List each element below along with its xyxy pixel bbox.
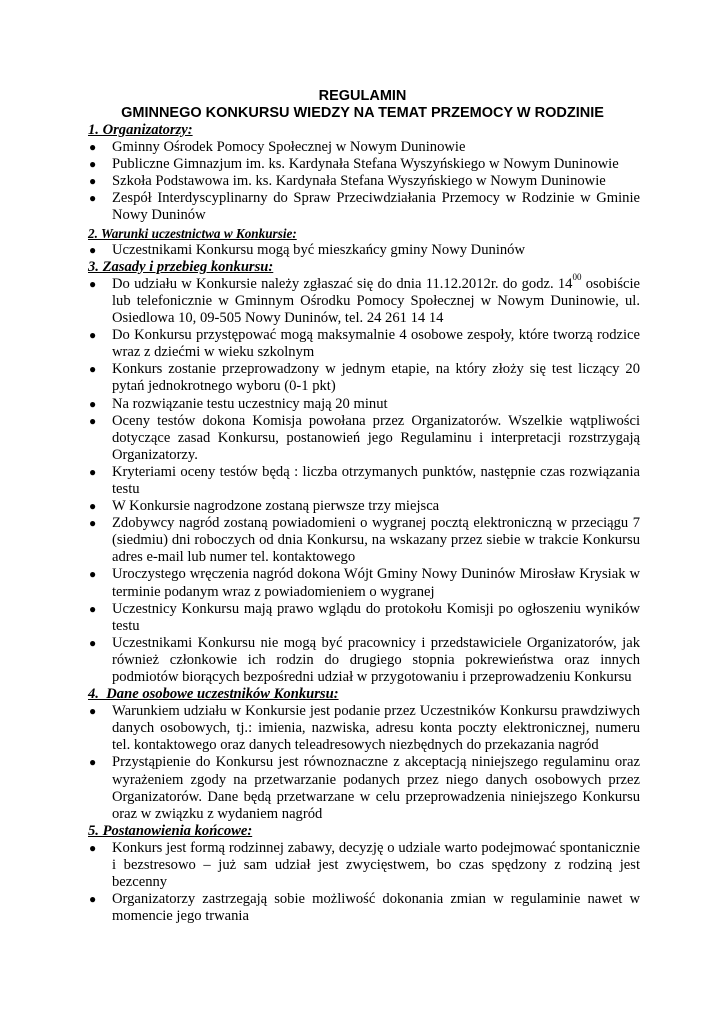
bullet-icon: ● <box>89 464 97 479</box>
list-item: ● W Konkursie nagrodzone zostaną pierwsze trzy miejsca <box>89 498 440 515</box>
organizers-list <box>88 139 640 224</box>
rules-list <box>88 271 641 686</box>
list-item <box>88 271 641 327</box>
list-item: ● Uczestnicy Konkursu mają prawo wglądu do protokołu Komisji po ogłoszeniu wyników testu <box>89 600 640 634</box>
section-heading-personal-data: 4. Dane osobowe uczestników Konkursu: <box>88 686 339 703</box>
bullet-icon: ● <box>89 516 97 531</box>
list-item: ● Szkoła Podstawowa im. ks. Kardynała Stefana Wyszyńskiego w Nowym Duninowie <box>89 173 606 190</box>
section-heading-organizers: 1. Organizatorzy: <box>88 122 193 138</box>
bullet-icon: ● <box>89 635 97 650</box>
section-heading-rules: 3. Zasady i przebieg konkursu: <box>88 258 274 275</box>
bullet-icon: ● <box>89 242 97 257</box>
list-item: ● Kryteriami oceny testów będą : liczba otrzymanych punktów, następnie czas rozwiązania testu <box>89 463 640 497</box>
list-item: ● Organizatorzy zastrzegają sobie możliwość dokonania zmian w regulaminie nawet w momencie jego trwania <box>89 891 640 925</box>
bullet-icon: ● <box>89 413 97 428</box>
bullet-icon: ● <box>89 157 97 172</box>
bullet-icon: ● <box>89 755 97 770</box>
list-item: ● Zespół Interdyscyplinarny do Spraw Przeciwdziałania Przemocy w Rodzinie w Gminie Nowy Duninów <box>89 190 640 224</box>
bullet-icon: ● <box>89 704 97 719</box>
bullet-icon: ● <box>89 362 97 377</box>
bullet-icon: ● <box>89 396 97 411</box>
bullet-icon: ● <box>89 174 97 189</box>
bullet-icon: ● <box>89 892 97 907</box>
document-body <box>88 122 640 925</box>
bullet-icon: ● <box>89 840 97 855</box>
document-title: REGULAMIN <box>318 88 407 104</box>
bullet-icon: ● <box>89 191 97 206</box>
list-item: ● Przystąpienie do Konkursu jest równoznaczne z akceptacją niniejszego regulaminu oraz wyrażeniem zgody na przetwarzanie podanych przez niego danych osobowych przez Organizatorów. Dane będą przetwarzane w celu przeprowadzenia niniejszego Konkursu oraz w związku z wydaniem nagród <box>89 754 640 822</box>
bullet-icon: ● <box>89 601 97 616</box>
personal-data-list <box>88 703 640 823</box>
deadline-text: Do udziału w Konkursie należy zgłaszać się do dnia 11.12.2012r. do godz. $14^{00}$ osobiście lub telefonicznie w Gminnym Ośrodku Pomocy Społecznej w Nowym Duninowie, ul. Osiedlowa 10, 09-505 Nowy Duninów, tel. 24 261 14 14 <box>112 271 641 327</box>
list-item: ● Publiczne Gimnazjum im. ks. Kardynała Stefana Wyszyńskiego w Nowym Duninowie <box>89 156 619 173</box>
section-heading-final-provisions: 5. Postanowienia końcowe: <box>88 822 253 839</box>
list-item: ● Gminny Ośrodek Pomocy Społecznej w Nowym Duninowie <box>89 139 466 156</box>
list-item: ● Do Konkursu przystępować mogą maksymalnie 4 osobowe zespoły, które tworzą rodzice wraz z dziećmi w wieku szkolnym <box>89 327 640 361</box>
list-item: ● Uczestnikami Konkursu mogą być mieszkańcy gminy Nowy Duninów <box>89 241 526 258</box>
bullet-icon: ● <box>89 276 97 291</box>
list-item: ● Warunkiem udziału w Konkursie jest podanie przez Uczestników Konkursu prawdziwych danych osobowych, tj.: imienia, nazwiska, adresu konta poczty elektronicznej, numeru tel. kontaktowego oraz danych teleadresowych niezbędnych do przekazania nagród <box>89 703 640 754</box>
list-item: ● Konkurs zostanie przeprowadzony w jednym etapie, na który złoży się test liczący 20 pytań jednokrotnego wyboru (0-1 pkt) <box>89 361 640 395</box>
list-item: ● Konkurs jest formą rodzinnej zabawy, decyzję o udziale warto podejmować spontanicznie i bezstresowo – już sam udział jest zwycięstwem, bo czas spędzony z rodziną jest bezcenny <box>89 839 640 891</box>
bullet-icon: ● <box>89 567 97 582</box>
list-item: ● Zdobywcy nagród zostaną powiadomieni o wygranej pocztą elektroniczną w przeciągu 7 (siedmiu) dni roboczych od dnia Konkursu, na wskazany przez siebie w trakcie Konkursu adres e-mail lub numer tel. kontaktowego <box>89 515 640 566</box>
bullet-icon: ● <box>89 140 97 155</box>
list-item: ● Uroczystego wręczenia nagród dokona Wójt Gminy Nowy Duninów Mirosław Krysiak w terminie podanym wraz z powiadomieniem o wygranej <box>89 566 640 600</box>
bullet-icon: ● <box>89 328 97 343</box>
list-item: ● Na rozwiązanie testu uczestnicy mają 20 minut <box>89 395 388 412</box>
list-item: ● Uczestnikami Konkursu nie mogą być pracownicy i przedstawiciele Organizatorów, jak również członkowie ich rodzin do drugiego stopnia pokrewieństwa oraz innych podmiotów biorących bezpośredni udział w przygotowaniu i przeprowadzeniu Konkursu <box>89 634 640 685</box>
bullet-icon: ● <box>89 499 97 514</box>
document-subtitle: GMINNEGO KONKURSU WIEDZY NA TEMAT PRZEMOCY W RODZINIE <box>121 105 604 121</box>
participation-list <box>88 242 640 259</box>
final-provisions-list <box>88 840 640 925</box>
section-heading-participation: 2. Warunki uczestnictwa w Konkursie: <box>88 225 297 241</box>
list-item: ● Oceny testów dokona Komisja powołana przez Organizatorów. Wszelkie wątpliwości dotyczące zasad Konkursu, postanowień jego Regulaminu i interpretacji rozstrzygają Organizatorzy. <box>89 412 640 463</box>
